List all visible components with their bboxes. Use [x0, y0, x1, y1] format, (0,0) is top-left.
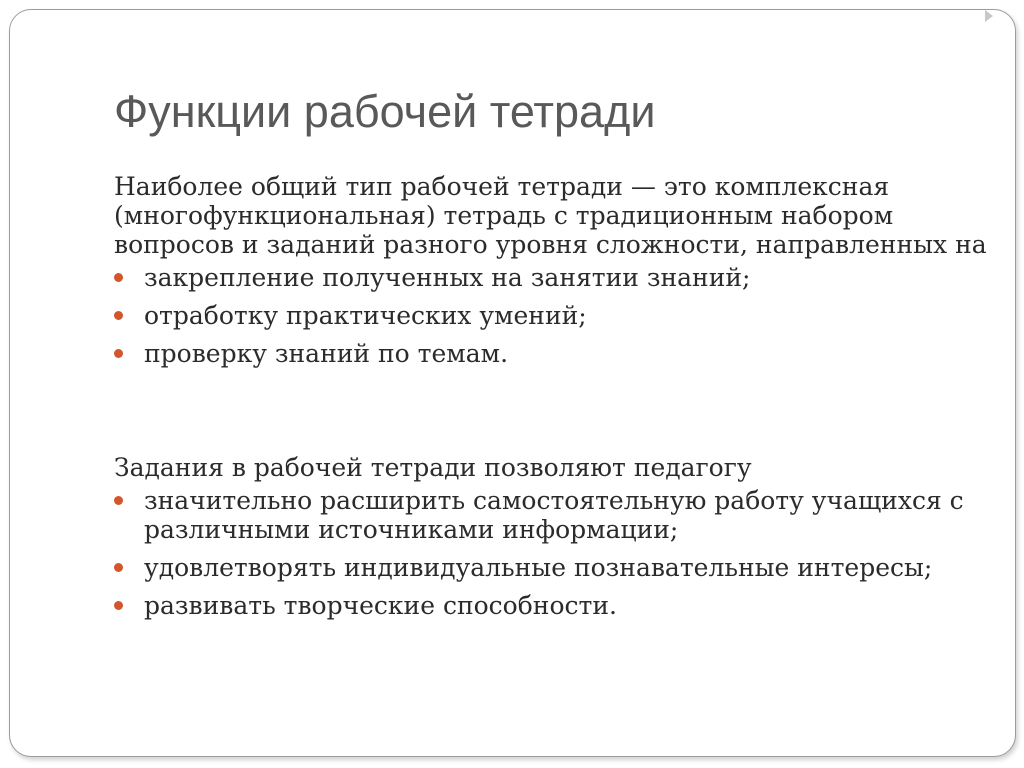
list-item: [114, 553, 994, 582]
list-item: [114, 486, 994, 544]
list-item: [114, 301, 994, 330]
list-item: [114, 263, 994, 292]
section1-list: [114, 263, 994, 368]
list-item: [114, 339, 994, 368]
section2-intro: Задания в рабочей тетради позволяют педагогу: [114, 453, 752, 482]
section2-list: [114, 486, 994, 620]
bullet-dot-icon: [114, 563, 123, 572]
list-item-text: закрепление полученных на занятии знаний;: [144, 263, 751, 292]
bullet-dot-icon: [114, 273, 123, 282]
slide-title: Функции рабочей тетради: [114, 86, 656, 137]
bullet-dot-icon: [114, 349, 123, 358]
bullet-dot-icon: [114, 311, 123, 320]
list-item-text: отработку практических умений;: [144, 301, 587, 330]
section1-intro: Наиболее общий тип рабочей тетради — это комплексная (многофункциональная) тетрадь с традиционным набором вопросов и заданий разного уровня сложности, направленных на: [114, 172, 987, 259]
corner-accent: [985, 10, 993, 22]
list-item-text: удовлетворять индивидуальные познавательные интересы;: [144, 553, 933, 582]
bullet-dot-icon: [114, 496, 123, 505]
section-workbook-tasks: [114, 453, 994, 629]
list-item-text: проверку знаний по темам.: [144, 339, 509, 368]
list-item-text: значительно расширить самостоятельную работу учащихся с различными источниками информации;: [144, 486, 964, 544]
list-item: [114, 591, 994, 620]
section-workbook-type: [114, 172, 994, 377]
bullet-dot-icon: [114, 601, 123, 610]
list-item-text: развивать творческие способности.: [144, 591, 617, 620]
